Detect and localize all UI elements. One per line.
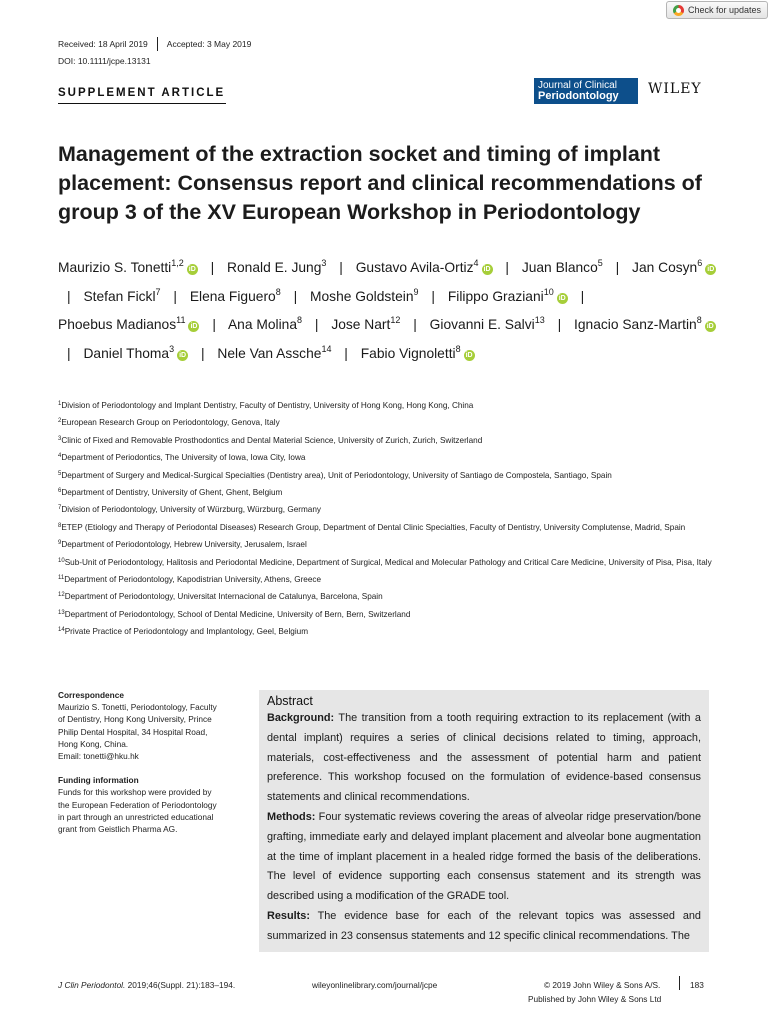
author-affiliation-ref: 12 <box>390 315 401 325</box>
correspondence-line: of Dentistry, Hong Kong University, Prince <box>58 714 212 725</box>
affiliation-text: Department of Periodontology, School of Dental Medicine, University of Bern, Bern, Switzerland <box>64 609 411 619</box>
affiliation-text: Department of Periodontology, Universitat Internacional de Catalunya, Barcelona, Spain <box>64 592 383 602</box>
author-affiliation-ref: 10 <box>543 286 554 297</box>
affiliation-number: 8 <box>58 522 62 529</box>
affiliation-item <box>58 397 718 414</box>
affiliation-item <box>58 432 718 449</box>
abstract-background <box>267 709 701 808</box>
date-divider <box>157 37 158 51</box>
section-label-underline <box>58 103 226 104</box>
orcid-icon[interactable]: iD <box>188 266 196 273</box>
affiliation-number: 3 <box>58 435 62 442</box>
affiliation-list <box>58 397 718 641</box>
correspondence-line: Maurizio S. Tonetti, Periodontology, Faculty <box>58 702 217 713</box>
check-for-updates-button[interactable] <box>666 1 768 19</box>
abstract-results <box>267 907 701 947</box>
orcid-icon[interactable]: iD <box>465 351 473 359</box>
author-name: Gustavo Avila-Ortiz <box>355 260 474 275</box>
abstract-box <box>259 690 709 952</box>
page-number: 183 <box>690 980 704 990</box>
author-separator: | <box>67 345 71 361</box>
affiliation-text: Sub-Unit of Periodontology, Halitosis and Periodontal Medicine, Department of Surgical, Medical and Molecular Pathology and Critical Care Medicine, University of Pisa, Pisa, Italy <box>64 557 712 567</box>
funding-line: Funds for this workshop were provided by <box>58 787 212 798</box>
author-name: Maurizio S. Tonetti <box>58 260 172 275</box>
author[interactable] <box>217 343 332 361</box>
journal-url[interactable]: wileyonlinelibrary.com/journal/jcpe <box>312 980 438 990</box>
author[interactable] <box>331 317 400 332</box>
author-affiliation-ref: 5 <box>597 258 603 268</box>
author-affiliation-ref: 11 <box>176 315 186 325</box>
affiliation-item <box>58 623 718 640</box>
abstract-section-text: The evidence base for each of the relevant topics was assessed and summarized in 23 consensus statements and 12 specific clinical recommendations. The <box>267 909 701 942</box>
author-separator: | <box>173 288 177 304</box>
author-separator: | <box>339 260 343 275</box>
author-name: Ana Molina <box>227 317 298 332</box>
funding-line: the European Federation of Periodontology <box>58 799 217 810</box>
affiliation-item <box>58 554 718 571</box>
abstract-section-label: Background: <box>267 712 335 724</box>
funding-line: in part through an unrestricted educational <box>58 811 214 822</box>
orcid-icon[interactable]: iD <box>707 266 715 273</box>
author[interactable] <box>83 286 161 304</box>
affiliation-text: Clinic of Fixed and Removable Prosthodontics and Dental Material Science, University of Zurich, Zurich, Switzerland <box>61 435 483 445</box>
author[interactable] <box>574 317 716 332</box>
author-separator: | <box>431 288 435 304</box>
author-list <box>58 254 718 368</box>
orcid-icon[interactable]: iD <box>179 351 187 359</box>
author-name: Ignacio Sanz-Martin <box>574 317 697 332</box>
author[interactable] <box>83 343 188 361</box>
author[interactable] <box>58 260 198 275</box>
affiliation-item <box>58 414 718 431</box>
author-separator: | <box>293 288 298 304</box>
abstract-title: Abstract <box>267 694 313 708</box>
footer-divider <box>679 976 680 990</box>
author-affiliation-ref: 13 <box>534 315 545 325</box>
affiliation-text: Division of Periodontology and Implant Dentistry, Faculty of Dentistry, University of Hong Kong, Hong Kong, China <box>61 401 474 410</box>
author-separator: | <box>200 345 205 361</box>
author[interactable] <box>356 260 493 275</box>
orcid-icon[interactable]: iD <box>483 266 491 273</box>
author-name: Ronald E. Jung <box>227 260 322 275</box>
affiliation-item <box>58 467 718 484</box>
author-separator: | <box>212 317 216 332</box>
crossmark-icon <box>673 5 684 16</box>
affiliation-number: 5 <box>58 470 62 477</box>
doi[interactable]: DOI: 10.1111/jcpe.13131 <box>58 56 151 66</box>
affiliation-number: 10 <box>58 557 65 564</box>
author-separator: | <box>557 317 562 332</box>
author[interactable] <box>360 343 475 361</box>
author-separator: | <box>615 260 620 275</box>
author-name: Moshe Goldstein <box>310 288 414 304</box>
author-name: Jan Cosyn <box>632 260 698 275</box>
affiliation-item <box>58 519 718 536</box>
affiliation-text: Department of Periodontics, The University of Iowa, Iowa City, Iowa <box>61 453 306 463</box>
affiliation-item <box>58 449 718 466</box>
affiliation-text: European Research Group on Periodontology, Genova, Italy <box>61 418 280 428</box>
affiliation-number: 4 <box>58 453 62 460</box>
correspondence-heading: Correspondence <box>58 690 124 700</box>
journal-logo-line1: Journal of Clinical <box>538 80 617 91</box>
author-affiliation-ref: 7 <box>155 286 161 297</box>
publisher-logo: WILEY <box>648 81 702 97</box>
affiliation-text: Division of Periodontology, University of Würzburg, Würzburg, Germany <box>61 505 322 515</box>
check-for-updates-label: Check for updates <box>688 5 762 15</box>
author-name: Giovanni E. Salvi <box>429 317 535 332</box>
correspondence-line: Philip Dental Hospital, 34 Hospital Road, <box>58 726 208 737</box>
author[interactable] <box>228 317 302 332</box>
abstract-section-text: Four systematic reviews covering the areas of alveolar ridge preservation/bone grafting, immediate early and delayed implant placement and alveolar bone augmentation at the time of implant placement in a healed ridge formed the basis of the deliberations. The level of evidence supporting each consensus statement and its strength was described using a modification of the GRADE tool. <box>267 810 701 903</box>
author[interactable] <box>189 286 281 304</box>
author-name: Fabio Vignoletti <box>360 345 456 361</box>
affiliation-text: Department of Dentistry, University of Ghent, Ghent, Belgium <box>61 488 283 498</box>
section-label: SUPPLEMENT ARTICLE <box>58 87 226 99</box>
abstract-section-label: Methods: <box>267 810 316 823</box>
citation <box>58 980 235 990</box>
copyright: © 2019 John Wiley & Sons A/S. <box>544 980 661 990</box>
affiliation-number: 2 <box>58 418 62 425</box>
journal-logo-line2: Periodontology <box>538 90 619 102</box>
author[interactable] <box>310 286 419 304</box>
author[interactable] <box>447 286 568 304</box>
abstract-methods <box>267 808 701 907</box>
author-name: Nele Van Assche <box>217 345 322 361</box>
accepted-date: Accepted: 3 May 2019 <box>166 39 252 49</box>
author-affiliation-ref: 8 <box>297 315 303 325</box>
sidebar-info <box>58 689 244 835</box>
author-affiliation-ref: 14 <box>321 343 332 354</box>
correspondence-line: Hong Kong, China. <box>58 738 129 749</box>
affiliation-item <box>58 588 718 605</box>
author-affiliation-ref: 6 <box>697 258 703 268</box>
author-separator: | <box>210 260 215 275</box>
affiliation-number: 13 <box>58 609 65 616</box>
author-affiliation-ref: 8 <box>696 315 702 325</box>
affiliation-number: 7 <box>58 505 62 512</box>
affiliation-number: 9 <box>58 540 62 547</box>
affiliation-item <box>58 571 718 588</box>
author-name: Juan Blanco <box>521 260 598 275</box>
affiliation-item <box>58 484 718 501</box>
author-affiliation-ref: 4 <box>473 258 479 268</box>
affiliation-item <box>58 536 718 553</box>
affiliation-number: 12 <box>58 592 65 599</box>
author-name: Stefan Fickl <box>83 288 156 304</box>
article-dates <box>58 37 251 51</box>
citation-details: 2019;46(Suppl. 21):183–194. <box>125 980 236 990</box>
affiliation-text: Department of Periodontology, Hebrew University, Jerusalem, Israel <box>61 540 307 550</box>
published-by: Published by John Wiley & Sons Ltd <box>528 994 662 1004</box>
author-name: Phoebus Madianos <box>58 317 177 332</box>
orcid-icon[interactable]: iD <box>190 323 198 330</box>
author-separator: | <box>344 345 348 361</box>
author[interactable] <box>430 317 545 332</box>
affiliation-number: 11 <box>58 575 65 582</box>
author-name: Jose Nart <box>331 317 391 332</box>
citation-journal: J Clin Periodontol. <box>58 980 126 990</box>
affiliation-text: Department of Periodontology, Kapodistrian University, Athens, Greece <box>64 575 322 585</box>
journal-logo <box>534 78 638 104</box>
affiliation-item <box>58 606 718 623</box>
author-affiliation-ref: 3 <box>169 343 175 354</box>
affiliation-number: 14 <box>58 627 65 634</box>
author-name: Filippo Graziani <box>447 288 544 304</box>
funding-line: grant from Geistlich Pharma AG. <box>58 824 178 835</box>
author-separator: | <box>314 317 319 332</box>
article-title: Management of the extraction socket and timing of implant placement: Consensus report and clinical recommendations of group 3 of the XV European Workshop in Periodontology <box>58 142 702 224</box>
author-separator: | <box>580 288 585 304</box>
abstract-section-label: Results: <box>267 909 310 922</box>
author-separator: | <box>505 260 509 275</box>
author-affiliation-ref: 8 <box>275 286 281 297</box>
affiliation-number: 1 <box>58 401 62 407</box>
author[interactable] <box>522 260 603 275</box>
orcid-icon[interactable]: iD <box>558 294 566 302</box>
abstract-section-text: The transition from a tooth requiring extraction to its replacement (with a dental implant) requires a series of clinical decisions related to timing, approach, materials, cost-effectiveness and the assessment of potential harm and patient preference. This workshop focused on the formulation of evidence-based consensus statements and clinical recommendations. <box>267 712 701 804</box>
correspondence-email[interactable]: Email: tonetti@hku.hk <box>58 751 139 762</box>
author[interactable] <box>632 260 716 275</box>
author-affiliation-ref: 8 <box>455 343 461 354</box>
funding-heading: Funding information <box>58 775 139 786</box>
affiliation-text: Department of Surgery and Medical-Surgical Specialties (Dentistry area), Unit of Periodontology, University of Santiago de Compostela, Santiago, Spain <box>61 470 612 480</box>
author-name: Elena Figuero <box>189 288 276 304</box>
orcid-icon[interactable]: iD <box>706 323 714 330</box>
author-separator: | <box>413 317 417 332</box>
received-date: Received: 18 April 2019 <box>58 39 148 49</box>
author-affiliation-ref: 1,2 <box>171 258 184 268</box>
author-affiliation-ref: 3 <box>321 258 327 268</box>
author-name: Daniel Thoma <box>83 345 170 361</box>
author-affiliation-ref: 9 <box>413 286 419 297</box>
affiliation-number: 6 <box>58 488 62 495</box>
author[interactable] <box>227 260 326 275</box>
affiliation-item <box>58 501 718 518</box>
affiliation-text: ETEP (Etiology and Therapy of Periodontal Diseases) Research Group, Department of Dental Clinic Specialties, Faculty of Dentistry, University Complutense, Madrid, Spain <box>61 522 686 532</box>
author[interactable] <box>58 317 199 332</box>
author-separator: | <box>67 288 71 304</box>
affiliation-text: Private Practice of Periodontology and Implantology, Geel, Belgium <box>64 627 309 637</box>
